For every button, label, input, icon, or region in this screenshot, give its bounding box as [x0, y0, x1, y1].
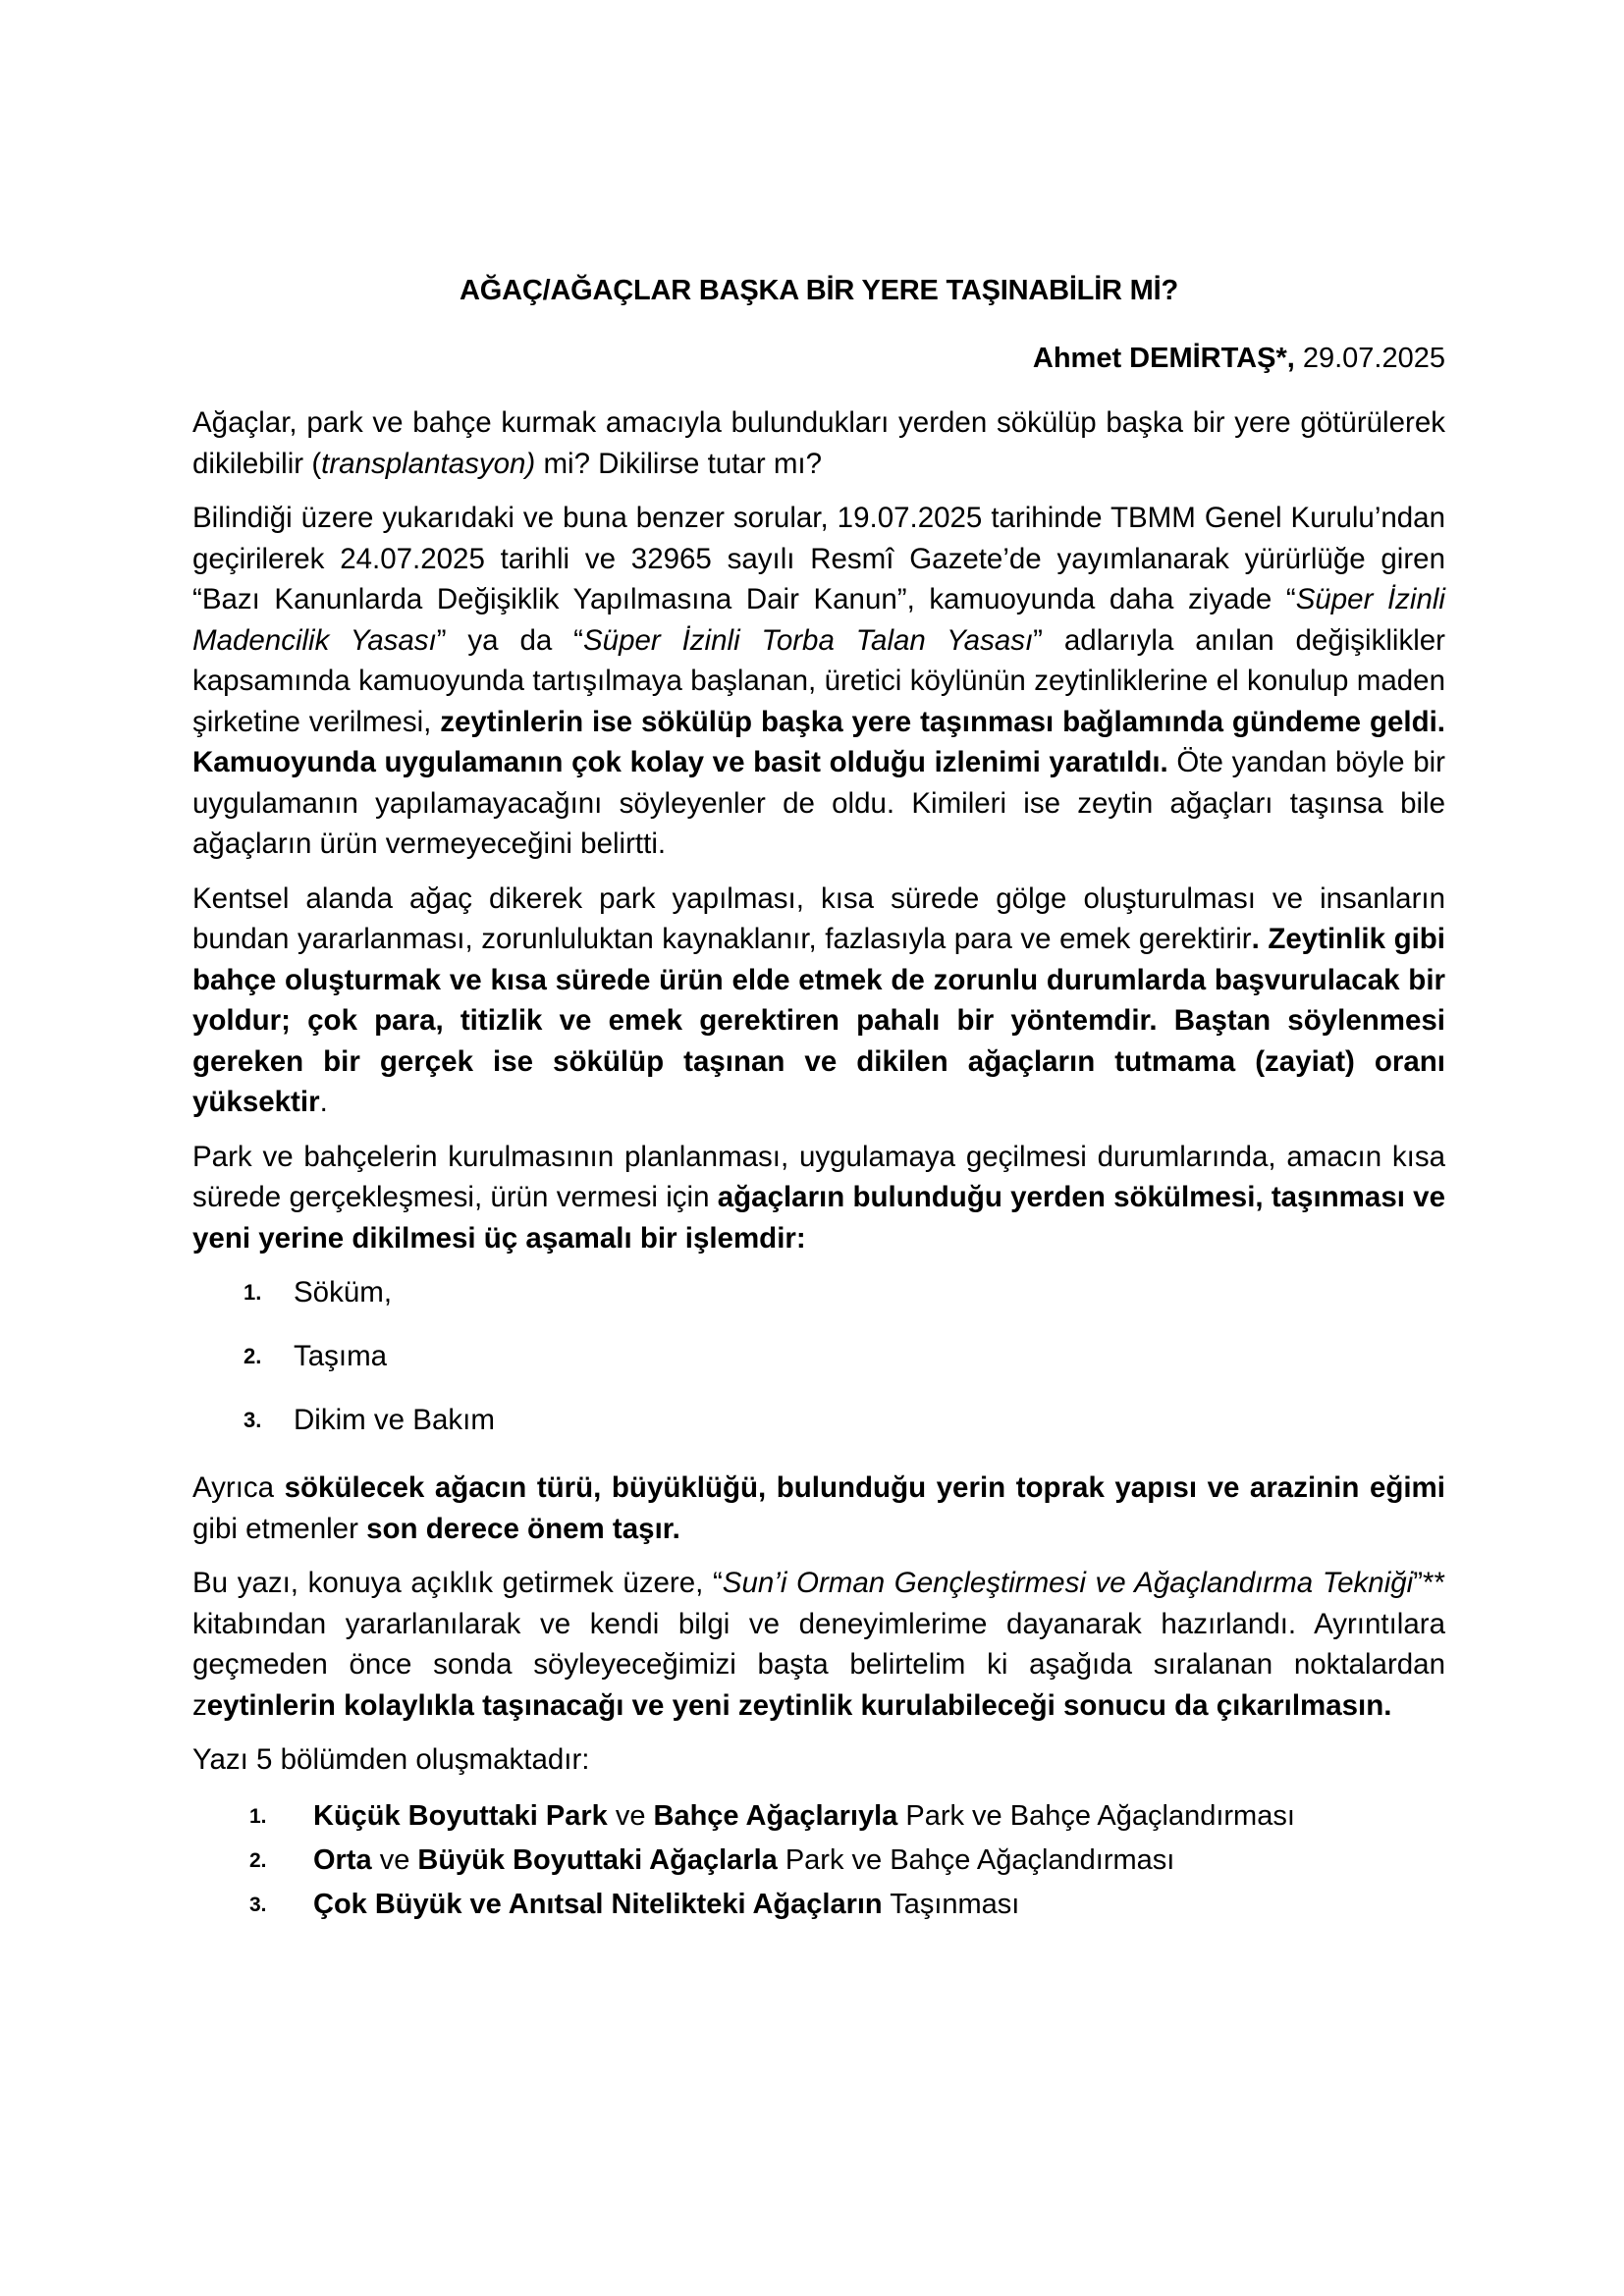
paragraph-factors — [192, 1468, 1445, 1549]
paragraph-urban — [192, 879, 1445, 1123]
text: Park ve bahçelerin kurulmasının planlanması, uygulamaya geçilmesi durumlarında, amacın kısa sürede gerçekleşmesi, ürün vermesi için — [192, 1140, 1445, 1213]
bold-text: Küçük Boyuttaki Park — [313, 1799, 608, 1832]
text: Kentsel alanda ağaç dikerek park yapılması, kısa sürede gölge oluşturulması ve insanların bundan yararlanması, zorunluluktan kaynaklanır, fazlasıyla para ve emek gerektirir — [192, 881, 1445, 955]
text: Ağaçlar, park ve bahçe kurmak amacıyla bulundukları yerden sökülüp başka bir yere götürülerek dikilebilir ( — [192, 406, 1445, 480]
section-item — [192, 1841, 1445, 1885]
bold-text: Bahçe Ağaçlarıyla — [653, 1799, 898, 1832]
list-number: 2. — [244, 1344, 262, 1368]
list-label: Taşıma — [294, 1340, 388, 1372]
text: ” ya da “ — [436, 623, 583, 657]
text: . — [319, 1086, 328, 1118]
list-item — [192, 1400, 1445, 1464]
bold-text: . Zeytinlik gibi bahçe oluşturmak ve kısa sürede ürün elde etmek de zorunlu durumlarda başvurulacak bir yoldur; çok para, titizlik ve emek gerektiren pahalı bir yöntemdir. Baştan söylenmesi gereken bir gerçek ise sökülüp taşınan ve dikilen ağaçların tutmama (zayiat) oranı yüksektir — [192, 923, 1445, 1118]
bold-text: Çok Büyük ve Anıtsal Nitelikteki Ağaçların — [313, 1888, 883, 1920]
list-item — [192, 1336, 1445, 1400]
bold-text: Büyük Boyuttaki Ağaçlarla — [417, 1843, 778, 1876]
bold-text: ağaçların bulunduğu yerden sökülmesi, taşınması ve yeni yerine dikilmesi üç aşamalı bir işlemdir: — [192, 1181, 1445, 1255]
paragraph-context — [192, 498, 1445, 865]
bold-text: son derece önem taşır. — [366, 1512, 680, 1545]
list-item — [192, 1272, 1445, 1336]
text: Öte yandan böyle bir uygulamanın yapılamayacağını söyleyenler de oldu. Kimileri ise zeytin ağaçları taşınsa bile ağaçların ürün vermeyeceğini belirtti. — [192, 746, 1445, 860]
text: ” adlarıyla anılan değişiklikler kapsamında kamuoyunda tartışılmaya başlanan, üretici köylünün zeytinliklerine el konulup maden şirketine verilmesi, — [192, 623, 1445, 738]
sections-list — [192, 1796, 1445, 1929]
bold-text: Orta — [313, 1843, 372, 1876]
list-label: Söküm, — [294, 1276, 393, 1308]
list-number: 2. — [249, 1848, 267, 1872]
italic-term: Süper İzinli Madencilik Yasası — [192, 583, 1445, 657]
list-number: 1. — [244, 1280, 262, 1305]
document-body — [192, 402, 1445, 1929]
text: gibi etmenler — [192, 1512, 367, 1545]
text: Bilindiği üzere yukarıdaki ve buna benzer sorular, 19.07.2025 tarihinde TBMM Genel Kurulu’ndan geçirilerek 24.07.2025 tarihli ve 32965 sayılı Resmî Gazete’de yayımlanarak yürürlüğe giren “Bazı Kanunlarda Değişiklik Yapılmasına Dair Kanun”, kamuoyunda daha ziyade “ — [192, 502, 1445, 615]
paragraph-intro — [192, 402, 1445, 484]
paragraph-process — [192, 1137, 1445, 1259]
bold-text: zeytinlerin ise sökülüp başka yere taşınması bağlamında gündeme geldi. Kamuoyunda uygulamanın çok kolay ve basit olduğu izlenimi yaratıldı. — [192, 705, 1445, 778]
bold-text: eytinlerin kolaylıkla taşınacağı ve yeni zeytinlik kurulabileceği sonucu da çıkarılmasın. — [206, 1688, 1392, 1722]
author-line — [1033, 343, 1445, 375]
text: Ayrıca — [192, 1471, 285, 1504]
text: Park ve Bahçe Ağaçlandırması — [897, 1799, 1295, 1832]
steps-list — [192, 1272, 1445, 1464]
paragraph-sections-intro: Yazı 5 bölümden oluşmaktadır: — [192, 1743, 590, 1776]
text: ve — [371, 1843, 418, 1876]
italic-term: Süper İzinli Torba Talan Yasası — [583, 623, 1034, 657]
text: Taşınması — [882, 1888, 1020, 1920]
list-number: 1. — [249, 1804, 267, 1828]
bold-text: sökülecek ağacın türü, büyüklüğü, bulunduğu yerin toprak yapısı ve arazinin eğimi — [284, 1471, 1445, 1504]
section-item — [192, 1885, 1445, 1929]
text: Park ve Bahçe Ağaçlandırması — [777, 1843, 1175, 1876]
list-label: Dikim ve Bakım — [294, 1404, 495, 1436]
text: ”** kitabından yararlanılarak ve kendi bilgi ve deneyimlerime dayanarak hazırlandı. Ayrıntılara geçmeden önce sonda söyleyeceğimizi başta belirtelim ki aşağıda sıralanan noktalardan z — [192, 1567, 1446, 1722]
text: ve — [607, 1799, 654, 1832]
document-title: AĞAÇ/AĞAÇLAR BAŞKA BİR YERE TAŞINABİLİR Mİ? — [460, 275, 1178, 306]
list-number: 3. — [249, 1893, 267, 1916]
author-date: 29.07.2025 — [1294, 343, 1445, 374]
text: Bu yazı, konuya açıklık getirmek üzere, “ — [192, 1567, 723, 1599]
text: mi? Dikilirse tutar mı? — [535, 447, 823, 480]
italic-term: transplantasyon) — [321, 447, 536, 480]
list-number: 3. — [244, 1408, 262, 1432]
section-item — [192, 1796, 1445, 1841]
paragraph-source — [192, 1563, 1445, 1726]
author-name: Ahmet DEMİRTAŞ*, — [1032, 343, 1295, 374]
italic-book-title: Sun’i Orman Gençleştirmesi ve Ağaçlandırma Tekniği — [722, 1567, 1414, 1599]
